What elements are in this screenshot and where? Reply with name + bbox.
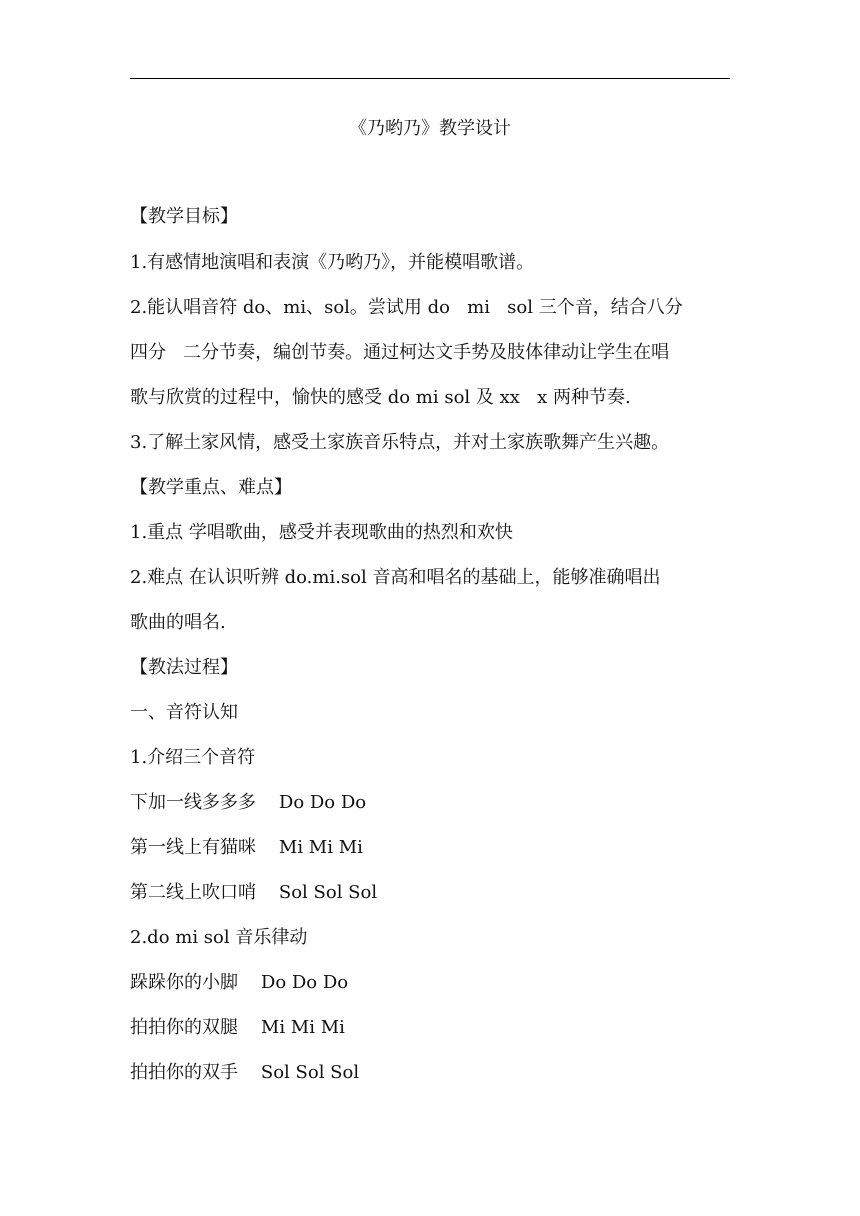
key-point-2-line-1: 2.难点 在认识听辨 do.mi.sol 音高和唱名的基础上，能够准确唱出 <box>130 567 661 588</box>
objective-2-line-2: 四分 二分节奏，编创节奏。通过柯达文手势及肢体律动让学生在唱 <box>130 342 670 363</box>
objective-1: 1.有感情地演唱和表演《乃哟乃》，并能模唱歌谱。 <box>130 252 535 273</box>
note-line-sol: 第二线上吹口哨 Sol Sol Sol <box>130 882 378 903</box>
section-heading-process: 【教法过程】 <box>130 657 238 678</box>
step-music-rhythm: 2.do mi sol 音乐律动 <box>130 927 308 948</box>
section-heading-key-points: 【教学重点、难点】 <box>130 477 292 498</box>
objective-2-line-3: 歌与欣赏的过程中，愉快的感受 do mi sol 及 xx x 两种节奏. <box>130 387 631 408</box>
document-title: 《乃哟乃》教学设计 <box>349 118 511 139</box>
header-rule <box>130 78 730 79</box>
note-line-do: 下加一线多多多 Do Do Do <box>130 792 367 813</box>
note-line-mi: 第一线上有猫咪 Mi Mi Mi <box>130 837 363 858</box>
step-introduce-notes: 1.介绍三个音符 <box>130 747 256 768</box>
rhythm-line-sol: 拍拍你的双手 Sol Sol Sol <box>130 1062 360 1083</box>
objective-3: 3.了解土家风情，感受土家族音乐特点，并对土家族歌舞产生兴趣。 <box>130 432 670 453</box>
section-heading-objectives: 【教学目标】 <box>130 206 238 227</box>
objective-2-line-1: 2.能认唱音符 do、mi、sol。尝试用 do mi sol 三个音，结合八分 <box>130 297 683 318</box>
rhythm-line-mi: 拍拍你的双腿 Mi Mi Mi <box>130 1017 345 1038</box>
rhythm-line-do: 跺跺你的小脚 Do Do Do <box>130 972 349 993</box>
subheading-note-recognition: 一、音符认知 <box>130 702 238 723</box>
key-point-1: 1.重点 学唱歌曲，感受并表现歌曲的热烈和欢快 <box>130 522 513 543</box>
key-point-2-line-2: 歌曲的唱名. <box>130 612 226 633</box>
